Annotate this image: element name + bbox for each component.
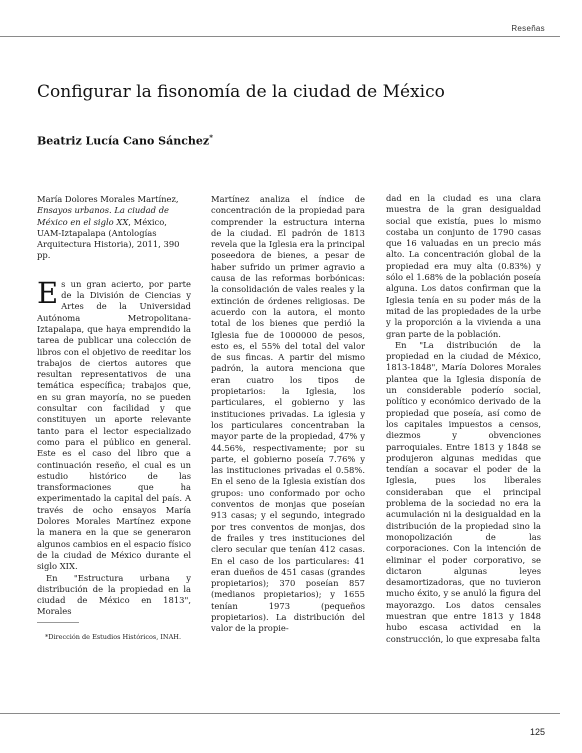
book-publisher: , México, UAM-Iztapalapa (Antologías Arquitectura Historia), 2011, 390 pp. bbox=[37, 216, 180, 261]
book-title: Ensayos urbanos. La ciudad de México en el siglo XX bbox=[37, 205, 170, 227]
paragraph-text: s un gran acierto, por parte de la División de Ciencias y Artes de la Universidad Autónoma Metropolitana-Iztapalapa, que haya emprendido la tarea de publicar una colección de libros con el objetivo de reeditar los trabajos de ciertos autores que resultan representativos de una temática específica; trabajos que, en su gran mayoría, no se pueden consultar con facilidad y que constituyen un aporte relevante tanto para el lector especializado como para el público en general. Este es el caso del libro que a continuación reseño, el cual es un estudio histórico de las transformaciones que ha experimentado la capital del país. A través de ocho ensayos María Dolores Morales Martínez expone la manera en la que se generaron algunos cambios en el espacio físico de la ciudad de México durante el siglo XIX. bbox=[37, 278, 191, 572]
header-rule bbox=[0, 36, 560, 37]
book-author: María Dolores Morales Martínez, bbox=[37, 194, 179, 204]
column-2 bbox=[211, 194, 365, 635]
article-title: Configurar la fisonomía de la ciudad de México bbox=[37, 82, 445, 102]
column-1 bbox=[37, 194, 191, 618]
author-footnote-mark: * bbox=[209, 133, 213, 142]
column-3 bbox=[386, 193, 541, 645]
footnote-rule bbox=[37, 622, 79, 623]
paragraph bbox=[37, 275, 191, 573]
footnote: *Dirección de Estudios Históricos, INAH. bbox=[45, 633, 182, 641]
paragraph: En "Estructura urbana y distribución de la propiedad en la ciudad de México en 1813", Morales bbox=[37, 572, 191, 617]
author-line bbox=[37, 133, 213, 148]
page-number: 125 bbox=[529, 727, 545, 737]
book-reference bbox=[37, 194, 191, 262]
footer-rule bbox=[0, 713, 560, 714]
section-header: Reseñas bbox=[511, 24, 545, 33]
paragraph: Martínez analiza el índice de concentración de la propiedad para comprender la estructura interna de la ciudad. El padrón de 1813 revela que la Iglesia era la principal poseedora de bienes, a pesar de haber sufrido un primer agravio a causa de las reformas borbónicas: la consolidación de vales reales y la extinción de órdenes religiosas. De acuerdo con la autora, el monto total de los bienes que perdió la Iglesia fue de 1000000 de pesos, esto es, el 55% del total del valor de sus fincas. A partir del mismo padrón, la autora menciona que eran cuatro los tipos de propietarios: la Iglesia, los particulares, el gobierno y las instituciones privadas. La iglesia y los particulares concentraban la mayor parte de la propiedad, 47% y 44.56%, respectivamente; por su parte, el gobierno poseía 7.76% y las instituciones privadas el 0.58%. En el seno de la Iglesia existían dos grupos: uno conformado por ocho conventos de monjas que poseían 913 casas; y el segundo, integrado por tres conventos de monjas, dos de frailes y tres instituciones del clero secular que tenían 412 casas. En el caso de los particulares: 41 eran dueños de 451 casas (grandes propietarios); 370 poseían 857 (medianos propietarios); y 1655 tenían 1973 (pequeños propietarios). La distribución del valor de la propie- bbox=[211, 194, 365, 634]
author-name: Beatriz Lucía Cano Sánchez bbox=[37, 134, 210, 148]
paragraph: En "La distribución de la propiedad en la ciudad de México, 1813-1848", María Dolores Morales plantea que la Iglesia disponía de un considerable poderío social, político y económico derivado de la propiedad que poseía, así como de los capitales impuestos a censos, diezmos y obvenciones parroquiales. Entre 1813 y 1848 se produjeron algunas medidas que tendían a socavar el poder de la Iglesia, pues los liberales consideraban que el principal problema de la sociedad no era la acumulación ni la desigualdad en la distribución de la propiedad sino la monopolización de las corporaciones. Con la intención de eliminar el poder corporativo, se dictaron algunas leyes desamortizadoras, que no tuvieron mucho éxito, y se anuló la figura del mayorazgo. Los datos censales muestran que entre 1813 y 1848 hubo escasa actividad en la construcción, lo que expresaba falta bbox=[386, 339, 541, 644]
drop-cap: E bbox=[37, 275, 59, 310]
paragraph: dad en la ciudad es una clara muestra de la gran desigualdad social que existía, pues lo mismo costaba un conjunto de 1790 casas que 16 valuadas en un precio más alto. La concentración global de la propiedad era muy alta (0.83%) y sólo el 1.68% de la población poseía alguna. Los datos confirman que la Iglesia tenía en su poder más de la mitad de las propiedades de la urbe y la proporción a la vivienda a una gran parte de la población. bbox=[386, 193, 541, 339]
